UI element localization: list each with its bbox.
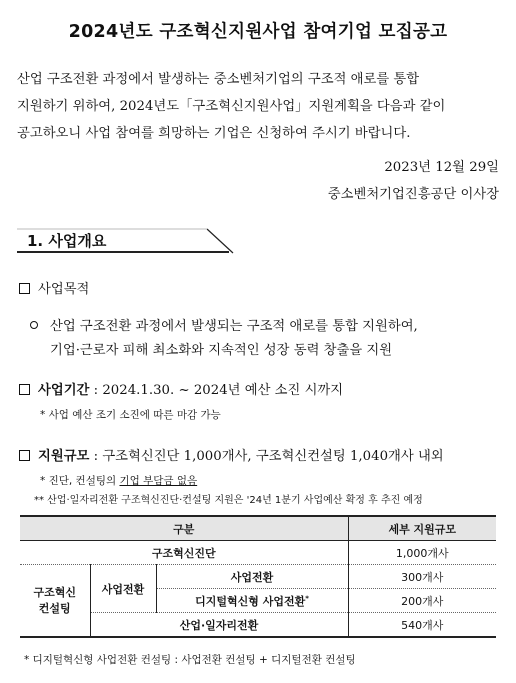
table-row-industry-label: 산업·일자리전환 — [90, 613, 348, 638]
purpose-heading-label: 사업목적 — [38, 282, 90, 297]
table-group-consulting — [20, 565, 90, 638]
table-row-digital-label — [156, 589, 348, 613]
period-text: : 2024.1.30. ~ 2024년 예산 소진 시까지 — [93, 383, 344, 398]
scale-note-1 — [40, 473, 197, 488]
table-row-industry-value: 540개사 — [348, 613, 496, 638]
table-row-diagnosis-label: 구조혁신진단 — [20, 541, 348, 565]
table-header-scale: 세부 지원규모 — [348, 516, 496, 541]
purpose-line-1 — [30, 315, 418, 334]
table-subgroup-transition: 사업전환 — [90, 565, 156, 613]
scale-row — [19, 445, 444, 464]
scale-note-1-text: * 진단, 컨설팅의 — [40, 475, 117, 487]
table-row-transition-value: 300개사 — [348, 565, 496, 589]
table-row-digital-value: 200개사 — [348, 589, 496, 613]
group-label-line-1: 구조혁신 — [33, 585, 76, 599]
digital-label-sup: * — [305, 593, 309, 602]
support-scale-table — [20, 515, 496, 638]
scale-text: : 구조혁신진단 1,000개사, 구조혁신컨설팅 1,040개사 내외 — [93, 449, 444, 464]
table-footnote: * 디지털혁신형 사업전환 컨설팅 : 사업전환 컨설팅 + 디지털전환 컨설팅 — [24, 654, 356, 666]
intro-line-1: 산업 구조전환 과정에서 발생하는 중소벤처기업의 구조적 애로를 통합 — [17, 72, 420, 87]
table-row-transition-label: 사업전환 — [156, 565, 348, 589]
group-label-line-2: 컨설팅 — [38, 601, 71, 615]
announcement-date: 2023년 12월 29일 — [384, 160, 499, 175]
intro-line-3: 공고하오니 사업 참여를 희망하는 기업은 신청하여 주시기 바랍니다. — [17, 126, 411, 141]
intro-line-2: 지원하기 위하여, 2024년도「구조혁신지원사업」지원계획을 다음과 같이 — [17, 99, 446, 114]
page-title: 2024년도 구조혁신지원사업 참여기업 모집공고 — [68, 22, 448, 42]
circle-bullet-icon — [30, 321, 38, 329]
section-1-label: 1. 사업개요 — [27, 232, 107, 250]
purpose-text-1: 산업 구조전환 과정에서 발생되는 구조적 애로를 통합 지원하여, — [50, 319, 418, 334]
table-header-category: 구분 — [20, 516, 348, 541]
checkbox-square-icon — [19, 384, 30, 395]
checkbox-square-icon — [19, 283, 30, 294]
purpose-heading — [19, 278, 89, 297]
purpose-line-2: 기업·근로자 피해 최소화와 지속적인 성장 동력 창출을 지원 — [50, 343, 393, 358]
period-heading: 사업기간 — [38, 383, 90, 398]
period-note: * 사업 예산 조기 소진에 따른 마감 가능 — [40, 409, 221, 421]
scale-note-1-underlined: 기업 부담금 없음 — [119, 475, 198, 487]
table-row-diagnosis-value: 1,000개사 — [348, 541, 496, 565]
period-row — [19, 379, 343, 398]
scale-heading: 지원규모 — [38, 449, 90, 464]
checkbox-square-icon — [19, 450, 30, 461]
digital-label-text: 디지털혁신형 사업전환 — [195, 594, 306, 608]
section-1-heading — [17, 228, 235, 254]
issuer-name: 중소벤처기업진흥공단 이사장 — [327, 187, 499, 202]
scale-note-2: ** 산업·일자리전환 구조혁신진단·컨설팅 지원은 '24년 1분기 사업예산 확정 후 추진 예정 — [34, 495, 423, 506]
